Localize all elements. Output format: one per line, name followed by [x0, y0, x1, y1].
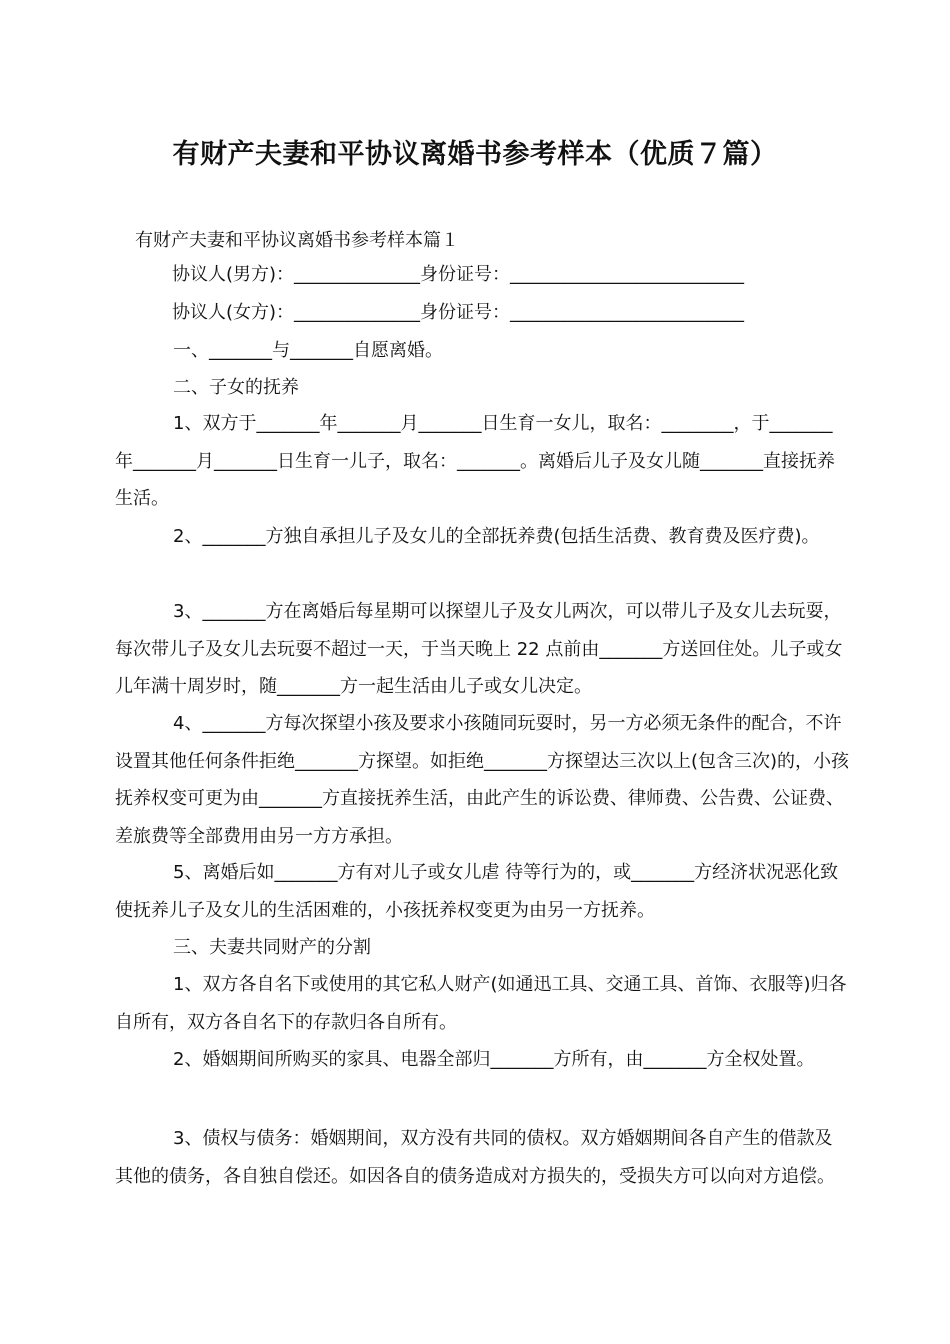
item-2-5: 5、离婚后如_______方有对儿子或女儿虐 待等行为的，或_______方经济状况恶化致使抚养儿子及女儿的生活困难的，小孩抚养权变更为由另一方抚养。: [115, 862, 839, 921]
item-2-4: 4、_______方每次探望小孩及要求小孩随同玩耍时，另一方必须无条件的配合，不许设置其他任何条件拒绝_______方探望。如拒绝_______方探望达三次以上(包含三次)的，小孩抚养权变可更为由_______方直接抚养生活，由此产生的诉讼费、律师费、公告费、公证费、差旅费等全部费用由另一方方承担。: [115, 713, 850, 847]
section-3-heading: 三、夫妻共同财产的分割: [173, 937, 371, 958]
item-3-1: 1、双方各自名下或使用的其它私人财产(如通迅工具、交通工具、首饰、衣服等)归各自所有，双方各自名下的存款归各自所有。: [115, 974, 847, 1033]
item-3-2: 2、婚姻期间所购买的家具、电器全部归_______方所有，由_______方全权处置。: [173, 1049, 815, 1070]
item-2-2: 2、_______方独自承担儿子及女儿的全部抚养费(包括生活费、教育费及医疗费)。: [173, 526, 820, 547]
clause-1: 一、_______与_______自愿离婚。: [173, 340, 443, 361]
party-female-field: 协议人(女方)：______________身份证号：__________________________: [172, 302, 745, 323]
item-3-3: 3、债权与债务：婚姻期间，双方没有共同的债权。双方婚姻期间各自产生的借款及其他的债务，各自独自偿还。如因各自的债务造成对方损失的，受损失方可以向对方追偿。: [115, 1128, 835, 1187]
item-2-3: 3、_______方在离婚后每星期可以探望儿子及女儿两次，可以带儿子及女儿去玩耍，每次带儿子及女儿去玩耍不超过一天，于当天晚上 22 点前由_______方送回住处。儿子或女儿年满十周岁时，随_______方一起生活由儿子或女儿决定。: [115, 601, 843, 697]
party-male-field: 协议人(男方)：______________身份证号：__________________________: [172, 264, 745, 285]
section-2-heading: 二、子女的抚养: [173, 377, 299, 398]
document-subtitle: 有财产夫妻和平协议离婚书参考样本篇１: [135, 230, 459, 251]
document-title: 有财产夫妻和平协议离婚书参考样本（优质７篇）: [172, 139, 778, 170]
item-2-1: 1、双方于_______年_______月_______日生育一女儿，取名：________，于_______年_______月_______日生育一儿子，取名：_______。离婚后儿子及女儿随_______直接抚养生活。: [115, 413, 835, 509]
